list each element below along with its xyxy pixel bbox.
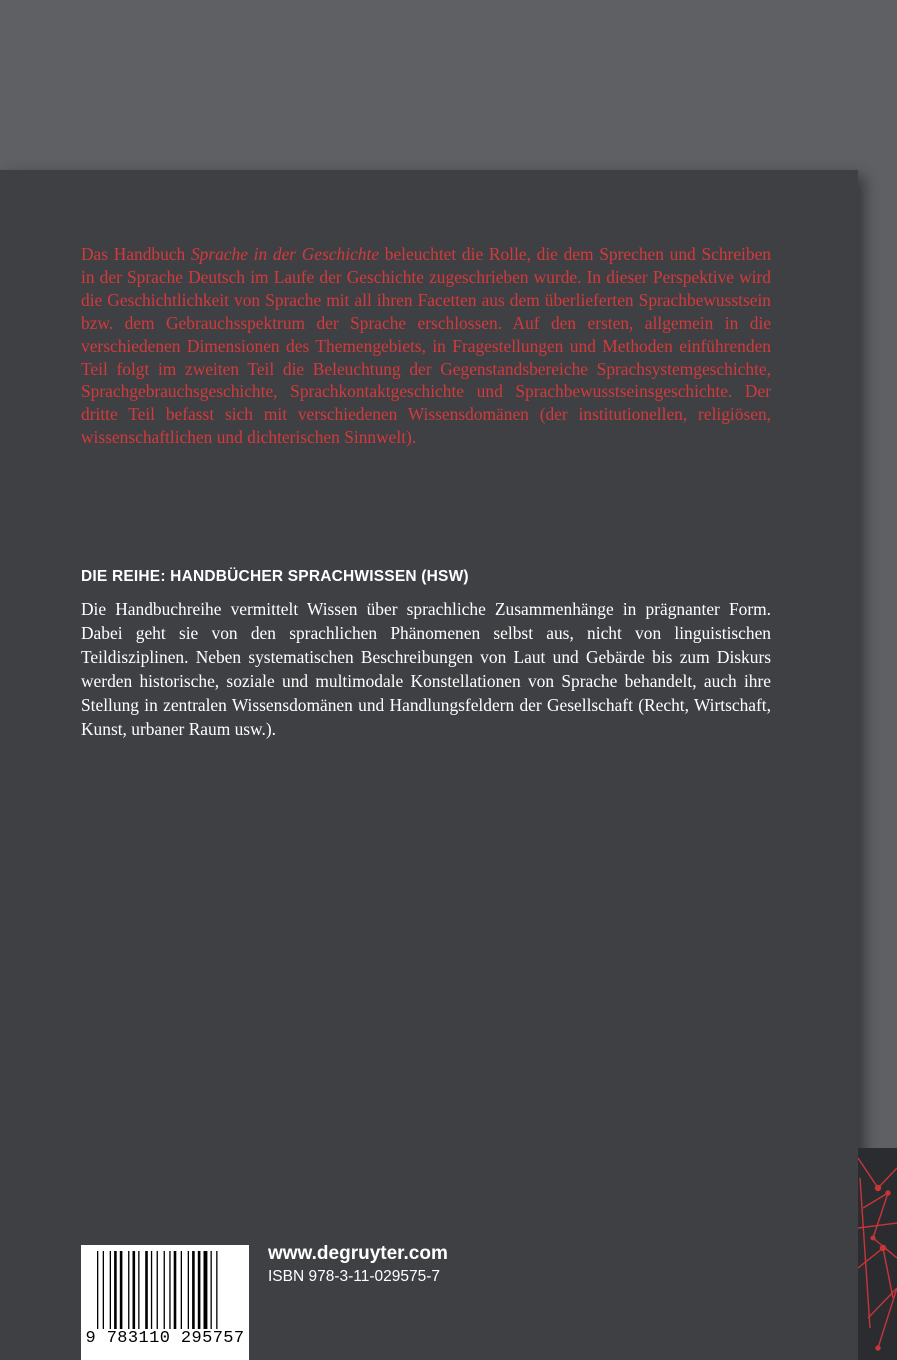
- book-title-italic: Sprache in der Geschichte: [190, 244, 380, 264]
- cover-art-edge: [858, 1148, 897, 1360]
- isbn-number: ISBN 978-3-11-029575-7: [268, 1268, 441, 1285]
- series-heading: DIE REIHE: HANDBÜCHER SPRACHWISSEN (HSW): [81, 568, 469, 585]
- series-description: Die Handbuchreihe vermittelt Wissen über sprachliche Zusammenhänge in prägnanter Form. Dabei geht sie von den sprachlichen Phänomenen selbst aus, nicht von linguistischen Teildisziplinen. Neben systematischen Beschreibungen von Laut und Gebärde bis zum Diskurs werden historische, soziale und multimodale Konstellationen von Sprache behandelt, auch ihre Stellung in zentralen Wissensdomänen und Handlungsfeldern der Gesellschaft (Recht, Wirtschaft, Kunst, urbaner Raum usw.).: [81, 599, 771, 739]
- book-description: [81, 243, 771, 449]
- description-intro: Das Handbuch: [81, 244, 191, 264]
- red-network-decoration: [858, 1148, 897, 1360]
- isbn-barcode: [81, 1245, 249, 1360]
- barcode-digits: 9 783110 295757: [85, 1329, 245, 1348]
- description-body: beleuchtet die Rolle, die dem Sprechen und Schreiben in der Sprache Deutsch im Laufe der Geschichte zugeschrieben wurde. In dieser Perspektive wird die Geschichtlichkeit von Sprache mit all ihren Facetten aus dem überlieferten Sprachbewusstsein bzw. dem Gebrauchsspektrum der Sprache erschlossen. Auf den ersten, allgemein in die verschiedenen Dimensionen des Themengebiets, in Fragestellungen und Methoden einführenden Teil folgt im zweiten Teil die Beleuchtung der Gegenstandsbereiche Sprachsystemgeschichte, Sprachgebrauchsgeschichte, Sprachkontaktgeschichte und Sprachbewusstseinsgeschichte. Der dritte Teil befasst sich mit verschiedenen Wissensdomänen (der institutionellen, religiösen, wissenschaftlichen und dichterischen Sinnwelt).: [81, 244, 771, 448]
- back-cover-panel: [0, 170, 858, 1360]
- publisher-website[interactable]: www.degruyter.com: [268, 1243, 448, 1264]
